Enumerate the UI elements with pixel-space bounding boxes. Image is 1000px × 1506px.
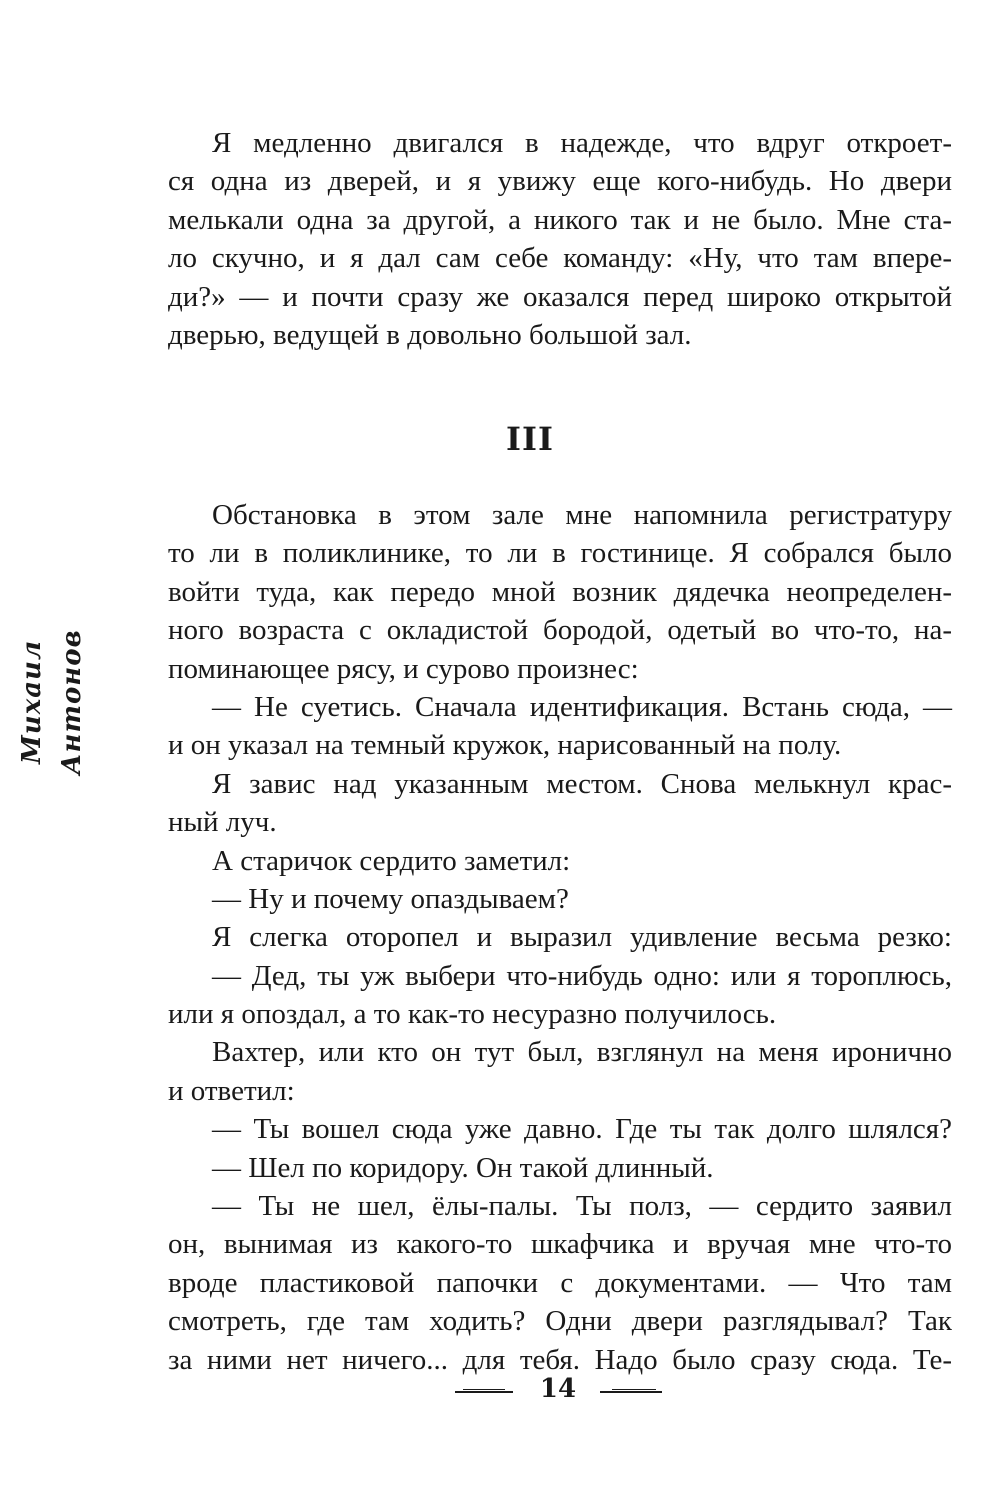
text-line: Я слегка оторопел и выразил удивление весьма резко:: [212, 921, 952, 954]
text-line: ся одна из дверей, и я увижу еще кого-нибудь. Но двери: [168, 165, 952, 198]
text-line: Я медленно двигался в надежде, что вдруг откроет-: [212, 127, 952, 159]
text-line: и он указал на темный кружок, нарисованный на полу.: [168, 729, 842, 762]
text-line: и ответил:: [168, 1074, 295, 1107]
text-line: Я завис над указанным местом. Снова мелькнул крас-: [212, 767, 952, 800]
text-line: Обстановка в этом зале мне напомнила регистратуру: [212, 499, 952, 531]
page-number: 14: [539, 1374, 577, 1404]
folio-rule-left: [455, 1391, 513, 1393]
text-line: — Дед, ты уж выбери что-нибудь одно: или я тороплюсь,: [212, 959, 952, 992]
text-line: он, вынимая из какого-то шкафчика и вручая мне что-то: [168, 1228, 952, 1261]
text-line: за ними нет ничего... для тебя. Надо было сразу сюда. Те-: [168, 1343, 952, 1376]
text-line: ди?» — и почти сразу же оказался перед широко открытой: [168, 280, 952, 313]
text-line: мелькали одна за другой, а никого так и не было. Мне ста-: [168, 203, 952, 236]
text-line: — Ты не шел, ёлы-палы. Ты полз, — сердито заявил: [212, 1190, 952, 1223]
text-line: поминающее рясу, и сурово произнес:: [168, 652, 639, 685]
chapter-heading: III: [506, 420, 554, 458]
text-line: — Не суетись. Сначала идентификация. Встань сюда, —: [212, 690, 952, 723]
text-line: вроде пластиковой папочки с документами. — Что там: [168, 1266, 952, 1299]
text-line: ный луч.: [168, 806, 277, 839]
text-line: Вахтер, или кто он тут был, взглянул на меня иронично: [212, 1036, 952, 1069]
text-line: то ли в поликлинике, то ли в гостинице. Я собрался было: [168, 537, 952, 570]
text-line: дверью, ведущей в довольно большой зал.: [168, 318, 692, 351]
text-line: — Ну и почему опаздываем?: [212, 882, 569, 915]
text-line: ло скучно, и я дал сам себе команду: «Ну, что там впере-: [168, 242, 952, 275]
text-line: смотреть, где там ходить? Одни двери разглядывал? Так: [168, 1305, 952, 1338]
text-line: или я опоздал, а то как-то несуразно получилось.: [168, 998, 777, 1031]
text-line: А старичок сердито заметил:: [212, 844, 571, 877]
running-head-author: Михаил Антонов: [17, 629, 87, 775]
folio-rule-right: [600, 1391, 662, 1393]
page-footer: [0, 1372, 1000, 1412]
top-paragraph: [168, 124, 952, 354]
text-line: ного возраста с окладистой бородой, одетый во что-то, на-: [168, 614, 952, 647]
text-line: — Шел по коридору. Он такой длинный.: [212, 1151, 714, 1184]
text-line: войти туда, как передо мной возник дядечка неопределен-: [168, 575, 952, 608]
main-text: [168, 496, 952, 1379]
text-line: — Ты вошел сюда уже давно. Где ты так долго шлялся?: [212, 1113, 952, 1146]
